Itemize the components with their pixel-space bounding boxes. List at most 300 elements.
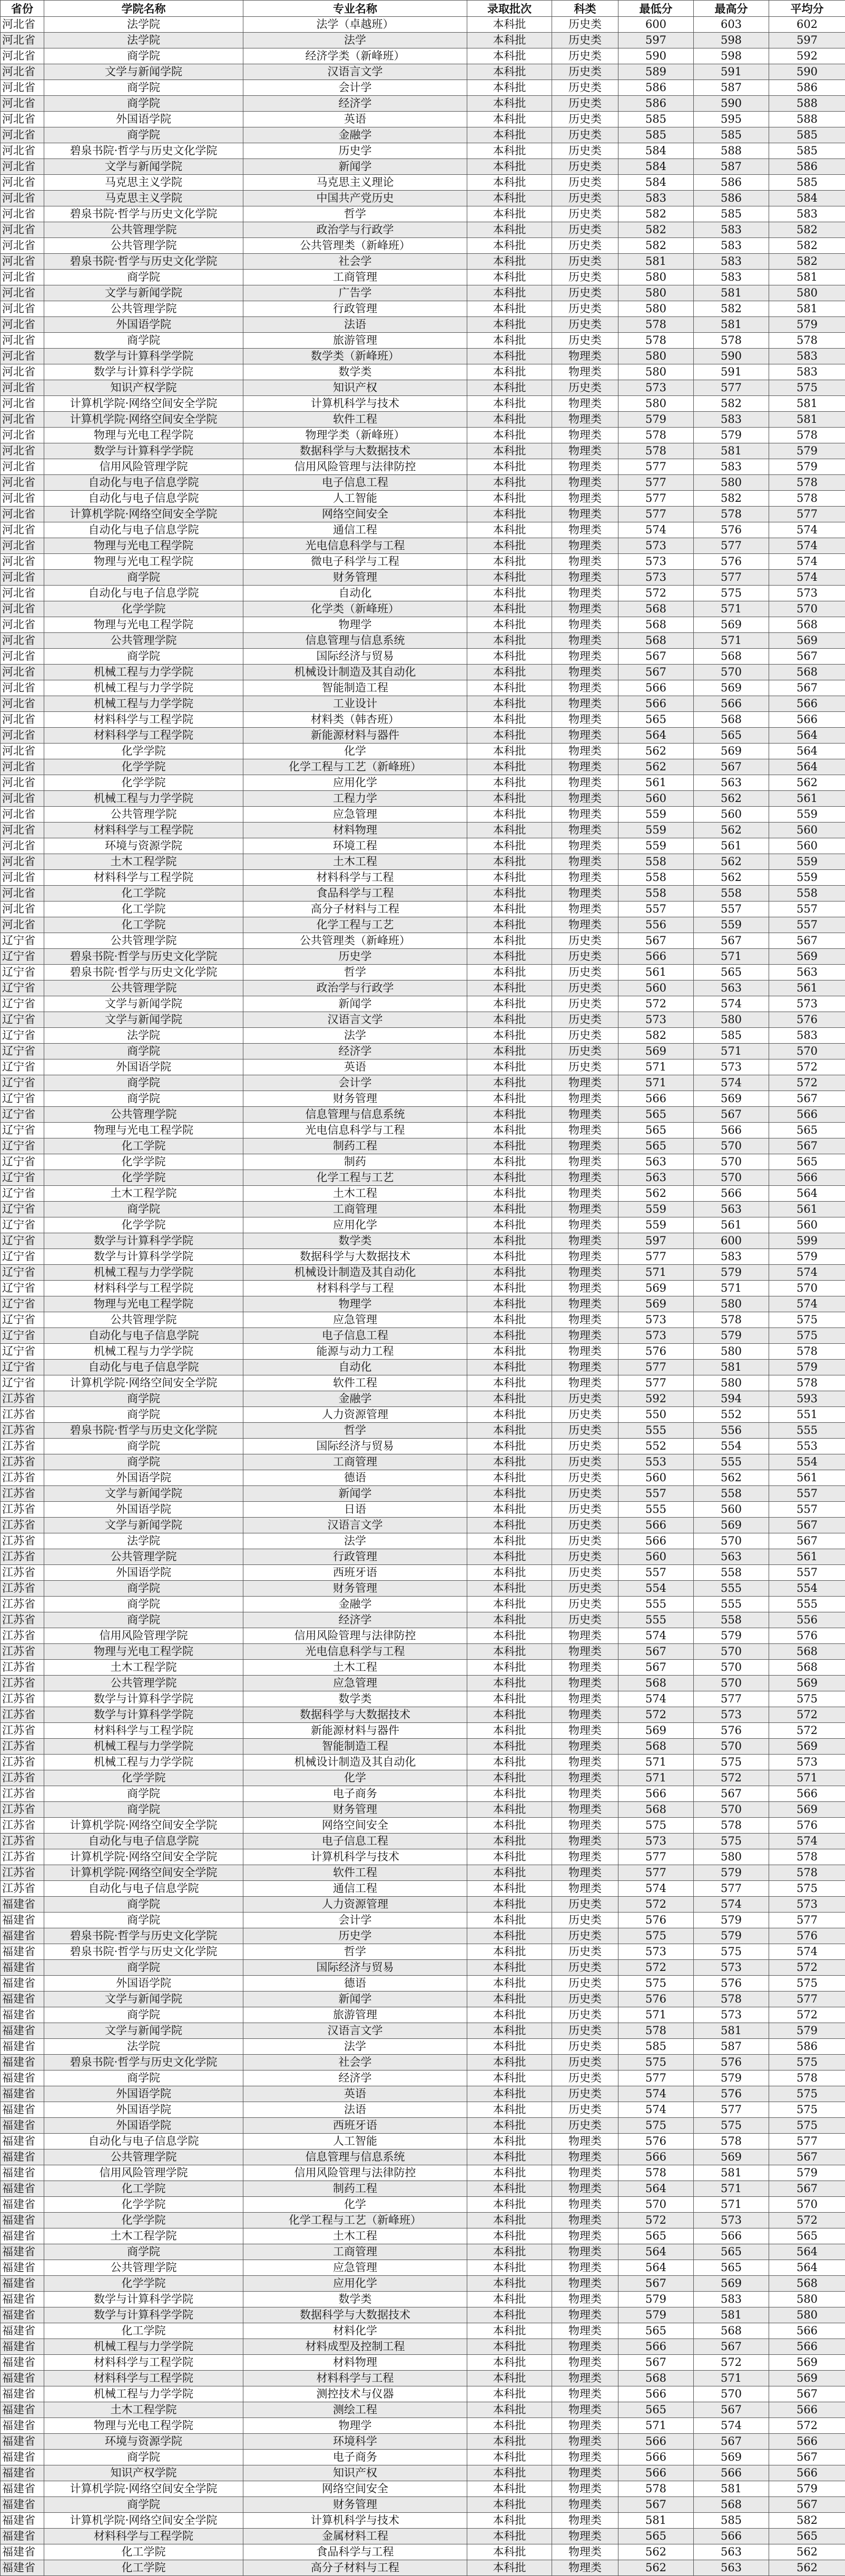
subject-type-cell: 物理类: [552, 522, 618, 538]
table-row: [1, 1028, 845, 1044]
province-cell: 福建省: [1, 2007, 44, 2023]
max-score-cell: 583: [694, 459, 769, 475]
avg-score-cell: 573: [769, 1897, 845, 1913]
province-cell: 福建省: [1, 2276, 44, 2292]
batch-cell: 本科批: [467, 349, 552, 364]
max-score-cell: 563: [694, 1202, 769, 1217]
major-cell: 智能制造工程: [243, 680, 467, 696]
college-cell: 机械工程与力学学院: [44, 1739, 243, 1755]
min-score-cell: 580: [618, 301, 694, 317]
min-score-cell: 569: [618, 1044, 694, 1059]
major-cell: 信息管理与信息系统: [243, 1107, 467, 1123]
subject-type-cell: 物理类: [552, 554, 618, 570]
max-score-cell: 569: [694, 680, 769, 696]
subject-type-cell: 历史类: [552, 1502, 618, 1518]
min-score-cell: 577: [618, 1375, 694, 1391]
max-score-cell: 583: [694, 222, 769, 238]
major-cell: 微电子科学与工程: [243, 554, 467, 570]
college-cell: 土木工程学院: [44, 854, 243, 870]
major-cell: 电子信息工程: [243, 475, 467, 491]
major-cell: 社会学: [243, 2055, 467, 2070]
table-row: [1, 17, 845, 33]
max-score-cell: 570: [694, 1644, 769, 1660]
college-cell: 自动化与电子信息学院: [44, 522, 243, 538]
table-row: [1, 2386, 845, 2402]
max-score-cell: 580: [694, 475, 769, 491]
province-cell: 辽宁省: [1, 1249, 44, 1265]
batch-cell: 本科批: [467, 1691, 552, 1707]
major-cell: 信用风险管理与法律防控: [243, 2165, 467, 2181]
major-cell: 旅游管理: [243, 333, 467, 349]
college-cell: 材料科学与工程学院: [44, 2355, 243, 2371]
major-cell: 材料物理: [243, 823, 467, 838]
batch-cell: 本科批: [467, 1660, 552, 1676]
subject-type-cell: 物理类: [552, 712, 618, 728]
avg-score-cell: 554: [769, 1454, 845, 1470]
max-score-cell: 572: [694, 2355, 769, 2371]
avg-score-cell: 564: [769, 2244, 845, 2260]
avg-score-cell: 578: [769, 1865, 845, 1881]
college-cell: 文学与新闻学院: [44, 1518, 243, 1533]
subject-type-cell: 历史类: [552, 2086, 618, 2102]
subject-type-cell: 物理类: [552, 1644, 618, 1660]
major-cell: 会计学: [243, 80, 467, 96]
major-cell: 物理学: [243, 617, 467, 633]
avg-score-cell: 566: [769, 2434, 845, 2450]
batch-cell: 本科批: [467, 1881, 552, 1897]
subject-type-cell: 历史类: [552, 206, 618, 222]
table-row: [1, 1739, 845, 1755]
batch-cell: 本科批: [467, 254, 552, 270]
batch-cell: 本科批: [467, 1028, 552, 1044]
batch-cell: 本科批: [467, 396, 552, 412]
college-cell: 材料科学与工程学院: [44, 2529, 243, 2544]
college-cell: 自动化与电子信息学院: [44, 1881, 243, 1897]
college-cell: 商学院: [44, 570, 243, 586]
batch-cell: 本科批: [467, 1913, 552, 1928]
subject-type-cell: 物理类: [552, 1186, 618, 1202]
table-row: [1, 1549, 845, 1565]
table-row: [1, 2149, 845, 2165]
max-score-cell: 587: [694, 2039, 769, 2055]
subject-type-cell: 历史类: [552, 2007, 618, 2023]
province-cell: 福建省: [1, 1913, 44, 1928]
batch-cell: 本科批: [467, 159, 552, 175]
min-score-cell: 582: [618, 238, 694, 254]
major-cell: 国际经济与贸易: [243, 1960, 467, 1976]
max-score-cell: 588: [694, 143, 769, 159]
max-score-cell: 560: [694, 1502, 769, 1518]
min-score-cell: 563: [618, 1170, 694, 1186]
province-cell: 河北省: [1, 522, 44, 538]
table-row: [1, 270, 845, 285]
table-row: [1, 696, 845, 712]
avg-score-cell: 576: [769, 1928, 845, 1944]
subject-type-cell: 历史类: [552, 996, 618, 1012]
province-cell: 江苏省: [1, 1533, 44, 1549]
max-score-cell: 582: [694, 396, 769, 412]
table-row: [1, 1470, 845, 1486]
college-cell: 化工学院: [44, 1138, 243, 1154]
max-score-cell: 554: [694, 1439, 769, 1454]
min-score-cell: 576: [618, 1344, 694, 1360]
avg-score-cell: 563: [769, 965, 845, 980]
college-cell: 计算机学院·网络空间安全学院: [44, 2513, 243, 2529]
table-row: [1, 1565, 845, 1581]
table-row: [1, 80, 845, 96]
min-score-cell: 571: [618, 2418, 694, 2434]
major-cell: 数据科学与大数据技术: [243, 2307, 467, 2323]
subject-type-cell: 物理类: [552, 2355, 618, 2371]
college-cell: 化学学院: [44, 1770, 243, 1786]
table-row: [1, 301, 845, 317]
subject-type-cell: 物理类: [552, 1691, 618, 1707]
province-cell: 河北省: [1, 854, 44, 870]
max-score-cell: 570: [694, 1676, 769, 1691]
max-score-cell: 566: [694, 1186, 769, 1202]
table-row: [1, 870, 845, 886]
batch-cell: 本科批: [467, 2307, 552, 2323]
major-cell: 测控技术与仪器: [243, 2386, 467, 2402]
table-row: [1, 2307, 845, 2323]
avg-score-cell: 564: [769, 759, 845, 775]
province-cell: 江苏省: [1, 1423, 44, 1439]
table-row: [1, 838, 845, 854]
major-cell: 政治学与行政学: [243, 980, 467, 996]
min-score-cell: 565: [618, 2323, 694, 2339]
college-cell: 法学院: [44, 17, 243, 33]
batch-cell: 本科批: [467, 2197, 552, 2213]
table-row: [1, 2560, 845, 2576]
min-score-cell: 559: [618, 1217, 694, 1233]
avg-score-cell: 572: [769, 2007, 845, 2023]
province-cell: 河北省: [1, 17, 44, 33]
province-cell: 福建省: [1, 2465, 44, 2481]
table-row: [1, 96, 845, 112]
avg-score-cell: 579: [769, 2481, 845, 2497]
max-score-cell: 575: [694, 1834, 769, 1849]
avg-score-cell: 574: [769, 522, 845, 538]
avg-score-cell: 576: [769, 1628, 845, 1644]
major-cell: 数据科学与大数据技术: [243, 1707, 467, 1723]
subject-type-cell: 物理类: [552, 2134, 618, 2149]
max-score-cell: 568: [694, 2323, 769, 2339]
avg-score-cell: 567: [769, 2386, 845, 2402]
province-cell: 河北省: [1, 617, 44, 633]
province-cell: 河北省: [1, 917, 44, 933]
max-score-cell: 571: [694, 1044, 769, 1059]
table-row: [1, 2529, 845, 2544]
subject-type-cell: 历史类: [552, 191, 618, 206]
major-cell: 财务管理: [243, 1802, 467, 1818]
avg-score-cell: 569: [769, 1676, 845, 1691]
college-cell: 物理与光电工程学院: [44, 1644, 243, 1660]
min-score-cell: 563: [618, 1154, 694, 1170]
subject-type-cell: 物理类: [552, 1881, 618, 1897]
min-score-cell: 573: [618, 1834, 694, 1849]
min-score-cell: 557: [618, 901, 694, 917]
college-cell: 文学与新闻学院: [44, 64, 243, 80]
min-score-cell: 568: [618, 617, 694, 633]
major-cell: 新能源材料与器件: [243, 728, 467, 744]
college-cell: 化学学院: [44, 2276, 243, 2292]
major-cell: 历史学: [243, 143, 467, 159]
avg-score-cell: 592: [769, 48, 845, 64]
max-score-cell: 571: [694, 949, 769, 965]
max-score-cell: 579: [694, 1928, 769, 1944]
province-cell: 河北省: [1, 48, 44, 64]
province-cell: 江苏省: [1, 1660, 44, 1676]
major-cell: 数据科学与大数据技术: [243, 443, 467, 459]
min-score-cell: 559: [618, 807, 694, 823]
table-row: [1, 2450, 845, 2465]
table-row: [1, 996, 845, 1012]
college-cell: 机械工程与力学学院: [44, 1755, 243, 1770]
min-score-cell: 560: [618, 1470, 694, 1486]
max-score-cell: 580: [694, 1849, 769, 1865]
major-cell: 化学工程与工艺（新峰班）: [243, 2213, 467, 2228]
province-cell: 河北省: [1, 254, 44, 270]
batch-cell: 本科批: [467, 965, 552, 980]
subject-type-cell: 物理类: [552, 2513, 618, 2529]
batch-cell: 本科批: [467, 2386, 552, 2402]
subject-type-cell: 历史类: [552, 1565, 618, 1581]
college-cell: 商学院: [44, 1960, 243, 1976]
table-row: [1, 1202, 845, 1217]
college-cell: 商学院: [44, 2244, 243, 2260]
province-cell: 福建省: [1, 2481, 44, 2497]
max-score-cell: 566: [694, 1123, 769, 1138]
avg-score-cell: 574: [769, 538, 845, 554]
header-province: 省份: [1, 1, 44, 17]
college-cell: 外国语学院: [44, 2118, 243, 2134]
province-cell: 江苏省: [1, 1597, 44, 1612]
avg-score-cell: 577: [769, 1913, 845, 1928]
batch-cell: 本科批: [467, 665, 552, 680]
province-cell: 辽宁省: [1, 1059, 44, 1075]
avg-score-cell: 561: [769, 980, 845, 996]
table-row: [1, 2544, 845, 2560]
batch-cell: 本科批: [467, 1849, 552, 1865]
province-cell: 河北省: [1, 301, 44, 317]
max-score-cell: 570: [694, 1660, 769, 1676]
major-cell: 能源与动力工程: [243, 1344, 467, 1360]
province-cell: 福建省: [1, 2450, 44, 2465]
batch-cell: 本科批: [467, 1312, 552, 1328]
min-score-cell: 568: [618, 1739, 694, 1755]
province-cell: 河北省: [1, 317, 44, 333]
province-cell: 福建省: [1, 2292, 44, 2307]
college-cell: 碧泉书院·哲学与历史文化学院: [44, 254, 243, 270]
table-row: [1, 649, 845, 665]
avg-score-cell: 583: [769, 349, 845, 364]
max-score-cell: 598: [694, 33, 769, 48]
subject-type-cell: 物理类: [552, 775, 618, 791]
table-row: [1, 2418, 845, 2434]
min-score-cell: 584: [618, 143, 694, 159]
subject-type-cell: 物理类: [552, 823, 618, 838]
batch-cell: 本科批: [467, 649, 552, 665]
college-cell: 自动化与电子信息学院: [44, 475, 243, 491]
max-score-cell: 577: [694, 380, 769, 396]
batch-cell: 本科批: [467, 222, 552, 238]
batch-cell: 本科批: [467, 1502, 552, 1518]
max-score-cell: 579: [694, 1913, 769, 1928]
min-score-cell: 578: [618, 2023, 694, 2039]
subject-type-cell: 物理类: [552, 633, 618, 649]
table-row: [1, 1881, 845, 1897]
min-score-cell: 559: [618, 823, 694, 838]
subject-type-cell: 物理类: [552, 2434, 618, 2450]
province-cell: 河北省: [1, 364, 44, 380]
table-row: [1, 2276, 845, 2292]
major-cell: 机械设计制造及其自动化: [243, 1755, 467, 1770]
college-cell: 物理与光电工程学院: [44, 617, 243, 633]
avg-score-cell: 580: [769, 2307, 845, 2323]
min-score-cell: 567: [618, 649, 694, 665]
college-cell: 自动化与电子信息学院: [44, 2134, 243, 2149]
max-score-cell: 570: [694, 1138, 769, 1154]
college-cell: 商学院: [44, 2007, 243, 2023]
min-score-cell: 580: [618, 285, 694, 301]
table-row: [1, 2165, 845, 2181]
major-cell: 经济学类（新峰班）: [243, 48, 467, 64]
max-score-cell: 582: [694, 301, 769, 317]
college-cell: 商学院: [44, 1897, 243, 1913]
subject-type-cell: 物理类: [552, 1818, 618, 1834]
max-score-cell: 576: [694, 2055, 769, 2070]
max-score-cell: 594: [694, 1391, 769, 1407]
subject-type-cell: 物理类: [552, 886, 618, 901]
major-cell: 土木工程: [243, 1186, 467, 1202]
subject-type-cell: 历史类: [552, 17, 618, 33]
max-score-cell: 603: [694, 17, 769, 33]
min-score-cell: 552: [618, 1439, 694, 1454]
college-cell: 商学院: [44, 127, 243, 143]
max-score-cell: 570: [694, 2386, 769, 2402]
max-score-cell: 577: [694, 2102, 769, 2118]
avg-score-cell: 568: [769, 1644, 845, 1660]
major-cell: 化学: [243, 744, 467, 759]
avg-score-cell: 581: [769, 270, 845, 285]
subject-type-cell: 物理类: [552, 1138, 618, 1154]
subject-type-cell: 物理类: [552, 1834, 618, 1849]
max-score-cell: 579: [694, 1628, 769, 1644]
batch-cell: 本科批: [467, 980, 552, 996]
college-cell: 公共管理学院: [44, 980, 243, 996]
subject-type-cell: 物理类: [552, 1265, 618, 1281]
province-cell: 辽宁省: [1, 1344, 44, 1360]
max-score-cell: 578: [694, 1312, 769, 1328]
min-score-cell: 566: [618, 2434, 694, 2450]
batch-cell: 本科批: [467, 1834, 552, 1849]
max-score-cell: 575: [694, 2118, 769, 2134]
batch-cell: 本科批: [467, 1897, 552, 1913]
batch-cell: 本科批: [467, 744, 552, 759]
province-cell: 辽宁省: [1, 1296, 44, 1312]
avg-score-cell: 573: [769, 1755, 845, 1770]
subject-type-cell: 物理类: [552, 1676, 618, 1691]
min-score-cell: 579: [618, 412, 694, 428]
table-row: [1, 1960, 845, 1976]
province-cell: 福建省: [1, 2544, 44, 2560]
avg-score-cell: 588: [769, 96, 845, 112]
batch-cell: 本科批: [467, 1360, 552, 1375]
batch-cell: 本科批: [467, 1518, 552, 1533]
table-row: [1, 2039, 845, 2055]
max-score-cell: 586: [694, 175, 769, 191]
max-score-cell: 581: [694, 317, 769, 333]
college-cell: 材料科学与工程学院: [44, 728, 243, 744]
subject-type-cell: 历史类: [552, 175, 618, 191]
max-score-cell: 555: [694, 1597, 769, 1612]
max-score-cell: 558: [694, 1565, 769, 1581]
min-score-cell: 585: [618, 2039, 694, 2055]
major-cell: 土木工程: [243, 1660, 467, 1676]
avg-score-cell: 561: [769, 791, 845, 807]
max-score-cell: 587: [694, 159, 769, 175]
province-cell: 辽宁省: [1, 1091, 44, 1107]
min-score-cell: 574: [618, 2086, 694, 2102]
batch-cell: 本科批: [467, 949, 552, 965]
college-cell: 物理与光电工程学院: [44, 1123, 243, 1138]
avg-score-cell: 575: [769, 380, 845, 396]
table-row: [1, 1423, 845, 1439]
batch-cell: 本科批: [467, 1770, 552, 1786]
major-cell: 西班牙语: [243, 1565, 467, 1581]
subject-type-cell: 历史类: [552, 1044, 618, 1059]
avg-score-cell: 579: [769, 443, 845, 459]
max-score-cell: 563: [694, 2544, 769, 2560]
table-row: [1, 1296, 845, 1312]
avg-score-cell: 578: [769, 1375, 845, 1391]
major-cell: 机械设计制造及其自动化: [243, 1265, 467, 1281]
major-cell: 数学类（新峰班）: [243, 349, 467, 364]
batch-cell: 本科批: [467, 1802, 552, 1818]
province-cell: 辽宁省: [1, 1044, 44, 1059]
min-score-cell: 565: [618, 1107, 694, 1123]
province-cell: 辽宁省: [1, 1138, 44, 1154]
subject-type-cell: 物理类: [552, 2402, 618, 2418]
min-score-cell: 582: [618, 222, 694, 238]
subject-type-cell: 物理类: [552, 854, 618, 870]
subject-type-cell: 物理类: [552, 2323, 618, 2339]
max-score-cell: 580: [694, 1296, 769, 1312]
max-score-cell: 567: [694, 2339, 769, 2355]
college-cell: 碧泉书院·哲学与历史文化学院: [44, 949, 243, 965]
batch-cell: 本科批: [467, 1186, 552, 1202]
min-score-cell: 578: [618, 317, 694, 333]
max-score-cell: 570: [694, 1154, 769, 1170]
table-row: [1, 744, 845, 759]
subject-type-cell: 物理类: [552, 728, 618, 744]
avg-score-cell: 560: [769, 823, 845, 838]
college-cell: 外国语学院: [44, 1059, 243, 1075]
batch-cell: 本科批: [467, 175, 552, 191]
major-cell: 财务管理: [243, 1581, 467, 1597]
max-score-cell: 570: [694, 665, 769, 680]
subject-type-cell: 物理类: [552, 428, 618, 443]
major-cell: 材料物理: [243, 2355, 467, 2371]
subject-type-cell: 历史类: [552, 1612, 618, 1628]
province-cell: 河北省: [1, 191, 44, 206]
province-cell: 福建省: [1, 2260, 44, 2276]
major-cell: 历史学: [243, 949, 467, 965]
min-score-cell: 577: [618, 507, 694, 522]
subject-type-cell: 历史类: [552, 380, 618, 396]
province-cell: 福建省: [1, 2228, 44, 2244]
max-score-cell: 581: [694, 2481, 769, 2497]
